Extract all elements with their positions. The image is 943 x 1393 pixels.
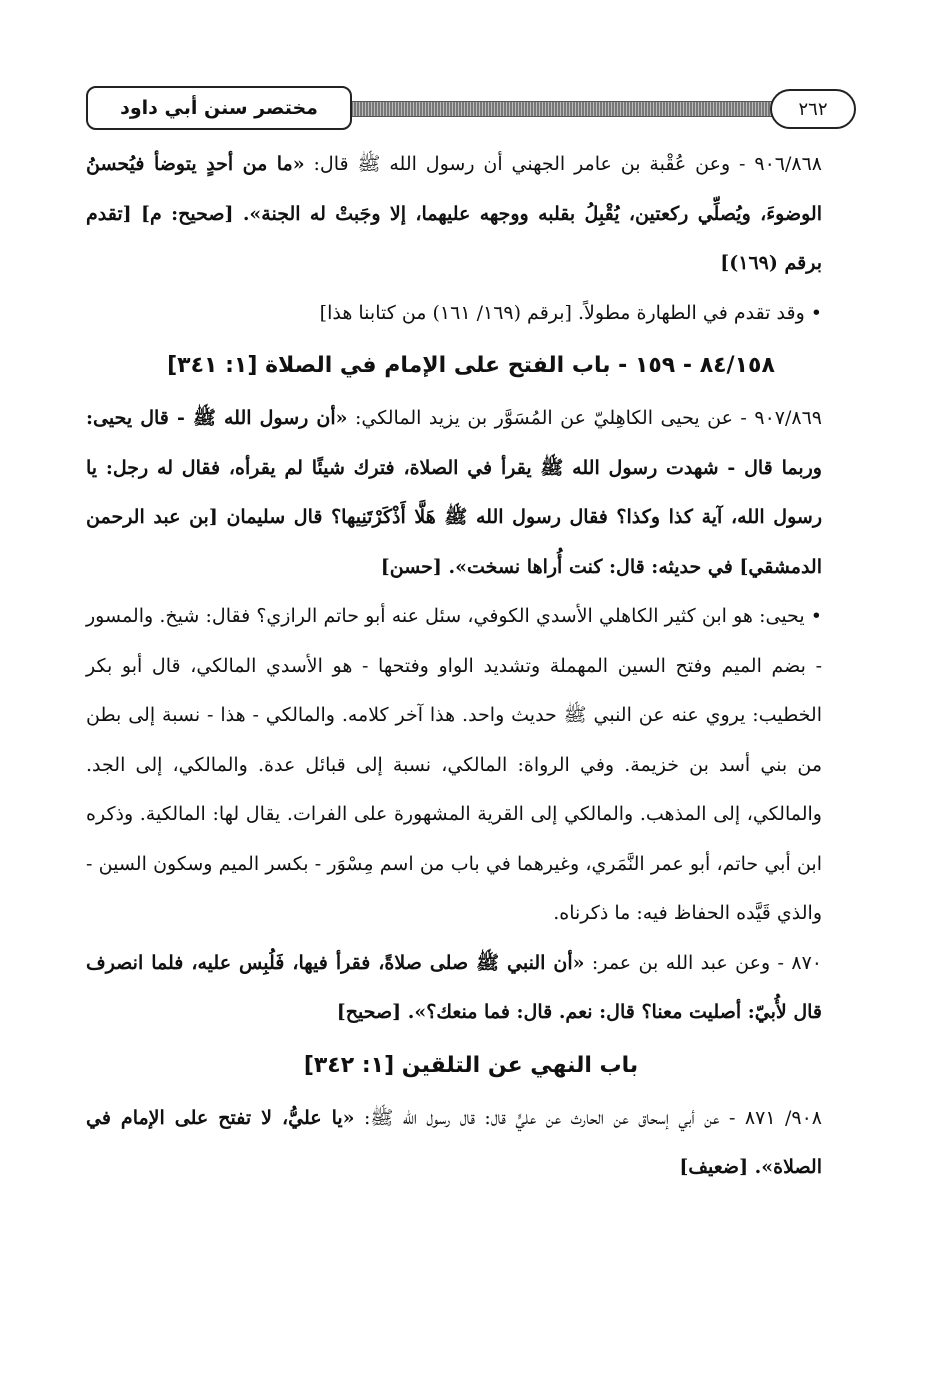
note-906: • وقد تقدم في الطهارة مطولاً. [برقم (١٦٩/ ١٦١) من كتابنا هذا] xyxy=(86,289,856,339)
hadith-870-intro: ٨٧٠ - وعن عبد الله بن عمر: xyxy=(584,951,823,974)
hadith-907 xyxy=(86,394,856,592)
hadith-908-matn: «يا عليُّ، لا تفتح على الإمام في الصلاة». xyxy=(86,1106,822,1178)
page-body xyxy=(86,140,856,1193)
hadith-908-grade: [ضعيف] xyxy=(679,1156,755,1178)
hadith-908 xyxy=(86,1094,856,1193)
note-907: • يحيى: هو ابن كثير الكاهلي الأسدي الكوفي، سئل عنه أبو حاتم الرازي؟ فقال: شيخ. والمسور - بضم الميم وفتح السين المهملة وتشديد الواو وفتحها - هو الأسدي المالكي، قال أبو بكر الخطيب: يروي عنه عن النبي ﷺ حديث واحد. هذا آخر كلامه. والمالكي - هذا - نسبة إلى بطن من بني أسد بن خزيمة. وفي الرواة: المالكي، نسبة إلى قبائل عدة. والمالكي، إلى الجد. والمالكي، إلى المذهب. والمالكي إلى القرية المشهورة على الفرات. يقال لها: المالكية. وذكره ابن أبي حاتم، أبو عمر النَّمَري، وغيرهما في باب من اسم مِسْوَر - بكسر الميم وسكون السين - والذي قَيَّده الحفاظ فيه: ما ذكرناه. xyxy=(86,592,856,939)
hadith-870-matn: «أن النبي ﷺ صلى صلاةً، فقرأ فيها، فَلُبِس عليه، فلما انصرف قال لأُبيّ: أصليت معنا؟ قال: نعم. قال: فما منعك؟». xyxy=(86,951,822,1023)
hadith-906-intro: ٩٠٦/٨٦٨ - وعن عُقْبة بن عامر الجهني أن رسول الله ﷺ قال: xyxy=(304,153,822,175)
chapter-talqin-heading: باب النهي عن التلقين [١: ٣٤٢] xyxy=(303,1052,639,1078)
hadith-907-intro: ٩٠٧/٨٦٩ - عن يحيى الكاهِليّ عن المُسَوَّر بن يزيد المالكي: xyxy=(347,407,822,429)
hadith-906-grade: [صحيح: م] [تقدم برقم (١٦٩)] xyxy=(86,202,822,274)
page-header xyxy=(86,84,856,134)
chapter-84-heading: ٨٤/١٥٨ - ١٥٩ - باب الفتح على الإمام في الصلاة [١: ٣٤١] xyxy=(167,353,775,378)
hadith-870-grade: [صحيح] xyxy=(336,1001,408,1023)
header-decorative-bar xyxy=(336,101,801,117)
hadith-906-matn: «ما من أحدٍ يتوضأ فيُحسنُ الوضوءَ، ويُصلِّي ركعتين، يُقْبِلُ بقلبه ووجهه عليهما، إلا وجَبتْ له الجنة». xyxy=(86,153,822,225)
hadith-907-grade: [حسن] xyxy=(380,555,449,578)
page-number: ٢٦٢ xyxy=(770,89,856,129)
hadith-870 xyxy=(86,939,856,1038)
hadith-906 xyxy=(86,140,856,289)
hadith-908-intro: ٩٠٨/ ٨٧١ - عن أبي إسحاق عن الحارث عن عليٍّ قال: قال رسول الله ﷺ: xyxy=(354,1106,822,1129)
book-title: مختصر سنن أبي داود xyxy=(86,86,352,130)
hadith-907-matn: «أن رسول الله ﷺ - قال يحيى: وربما قال - شهدت رسول الله ﷺ يقرأ في الصلاة، فترك شيئًا لم يقرأه، فقال له رجل: يا رسول الله، آية كذا وكذا؟ فقال رسول الله ﷺ هَلَّا أَذْكَرْتَنِيها؟ قال سليمان [بن عبد الرحمن الدمشقي] في حديثه: قال: كنت أُراها نسخت». xyxy=(86,407,822,578)
